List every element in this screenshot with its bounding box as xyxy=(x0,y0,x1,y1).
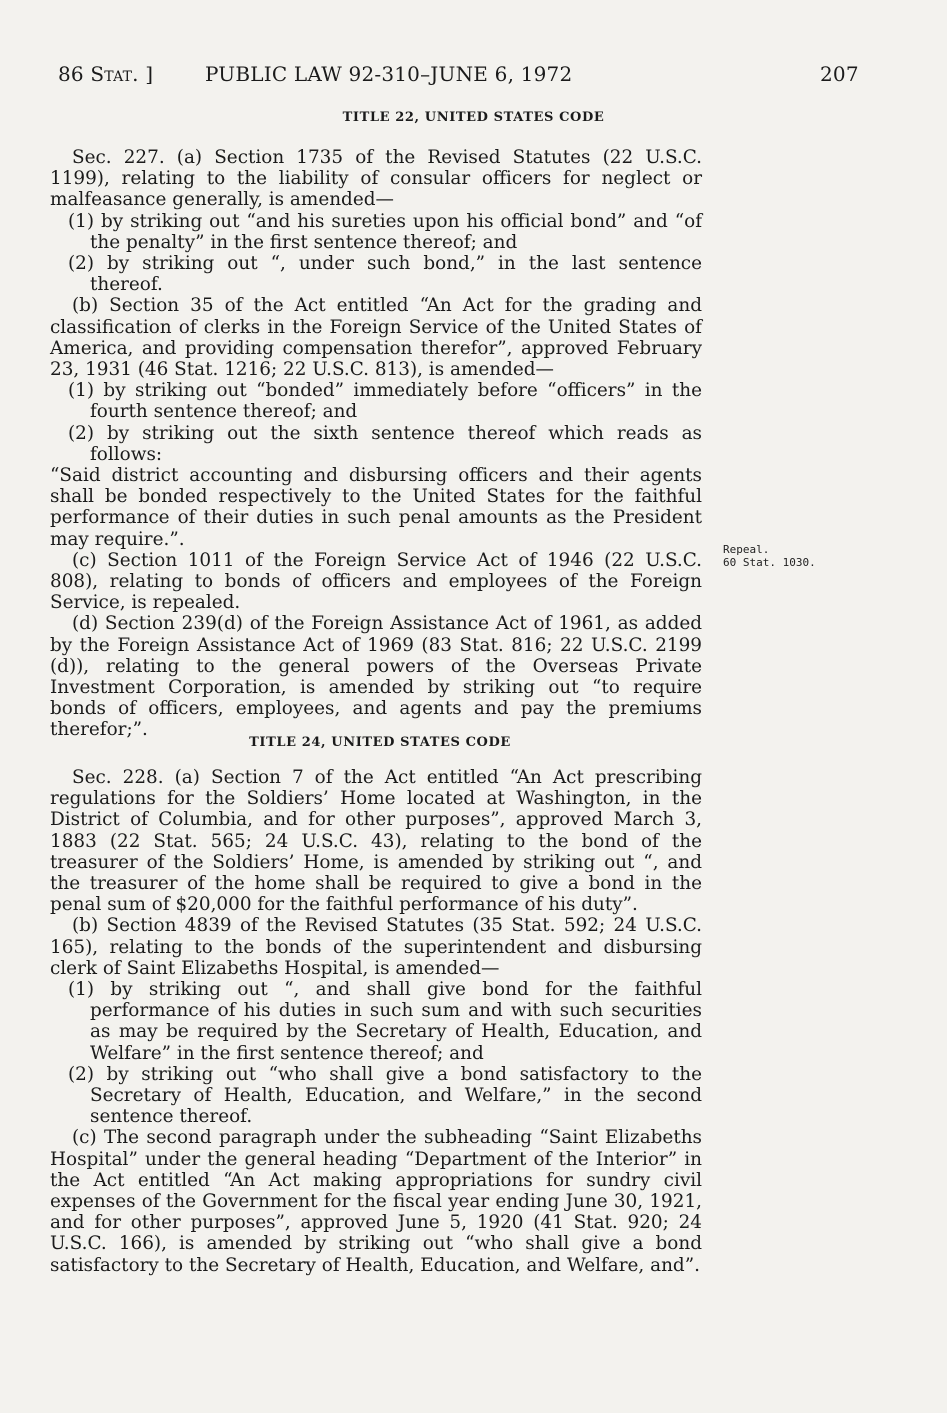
section-228 xyxy=(50,767,702,1276)
sec227-a-clause-1: (1) by striking out “and his sureties upon his official bond” and “of the penalty” in the first sentence thereof; and xyxy=(68,210,702,253)
sec227-b-quoted-sentence: “Said district accounting and disbursing officers and their agents shall be bonded respectively to the United States for the faithful performance of their duties in such penal amounts as the President may require.”. xyxy=(50,465,702,550)
margin-note-citation: 60 Stat. 1030. xyxy=(723,556,816,569)
sec227-b-intro: (b) Section 35 of the Act entitled “An Act for the grading and classification of clerks in the Foreign Service of the United States of America, and providing compensation therefor”, approved February 23, 1931 (46 Stat. 1216; 22 U.S.C. 813), is amended— xyxy=(50,295,702,381)
sec228-a: Sec. 228. (a) Section 7 of the Act entitled “An Act prescribing regulations for the Soldiers’ Home located at Washington, in the District of Columbia, and for other purposes”, approved March 3, 1883 (22 Stat. 565; 24 U.S.C. 43), relating to the bond of the treasurer of the Soldiers’ Home, is amended by striking out “, and the treasurer of the home shall be required to give a bond in the penal sum of $20,000 for the faithful performance of his duty”. xyxy=(50,767,702,916)
sec227-b-clause-2: (2) by striking out the sixth sentence thereof which reads as follows: xyxy=(68,422,702,465)
section-227 xyxy=(50,147,702,741)
sec228-b-intro: (b) Section 4839 of the Revised Statutes (35 Stat. 592; 24 U.S.C. 165), relating to the bonds of the superintendent and disbursing clerk of Saint Elizabeths Hospital, is amended— xyxy=(50,915,702,979)
page-number: 207 xyxy=(820,62,859,86)
sec228-b-clause-1: (1) by striking out “, and shall give bond for the faithful performance of his duties in such sum and with such securities as may be required by the Secretary of Health, Education, and Welfare” in the first sentence thereof; and xyxy=(68,979,702,1064)
sec227-a-clause-2: (2) by striking out “, under such bond,” in the last sentence thereof. xyxy=(68,253,702,296)
margin-note-repeal xyxy=(723,543,816,569)
sec228-c: (c) The second paragraph under the subheading “Saint Elizabeths Hospital” under the general heading “Department of the Interior” in the Act entitled “An Act making appropriations for sundry civil expenses of the Government for the fiscal year ending June 30, 1921, and for other purposes”, approved June 5, 1920 (41 Stat. 920; 24 U.S.C. 166), is amended by striking out “who shall give a bond satisfactory to the Secretary of Health, Education, and Welfare, and”. xyxy=(50,1127,702,1276)
header-stat-reference: 86 Stat. ] xyxy=(58,62,154,86)
header-public-law-title: PUBLIC LAW 92-310–JUNE 6, 1972 xyxy=(205,62,573,86)
sec227-a-intro: Sec. 227. (a) Section 1735 of the Revised Statutes (22 U.S.C. 1199), relating to the liability of consular officers for neglect or malfeasance generally, is amended— xyxy=(50,147,702,211)
sec228-b-clause-2: (2) by striking out “who shall give a bond satisfactory to the Secretary of Health, Education, and Welfare,” in the second sentence thereof. xyxy=(68,1063,702,1128)
margin-note-label: Repeal. xyxy=(723,543,770,556)
sec227-d: (d) Section 239(d) of the Foreign Assistance Act of 1961, as added by the Foreign Assistance Act of 1969 (83 Stat. 816; 22 U.S.C. 2199 (d)), relating to the general powers of the Overseas Private Investment Corporation, is amended by striking out “to require bonds of officers, employees, and agents and pay the premiums therefor;”. xyxy=(50,613,702,741)
section-title-22: TITLE 22, UNITED STATES CODE xyxy=(342,110,605,125)
sec227-c: (c) Section 1011 of the Foreign Service Act of 1946 (22 U.S.C. 808), relating to bonds of officers and employees of the Foreign Service, is repealed. xyxy=(50,549,702,614)
sec227-b-clause-1: (1) by striking out “bonded” immediately before “officers” in the fourth sentence thereof; and xyxy=(68,380,702,423)
section-title-24: TITLE 24, UNITED STATES CODE xyxy=(249,735,511,750)
